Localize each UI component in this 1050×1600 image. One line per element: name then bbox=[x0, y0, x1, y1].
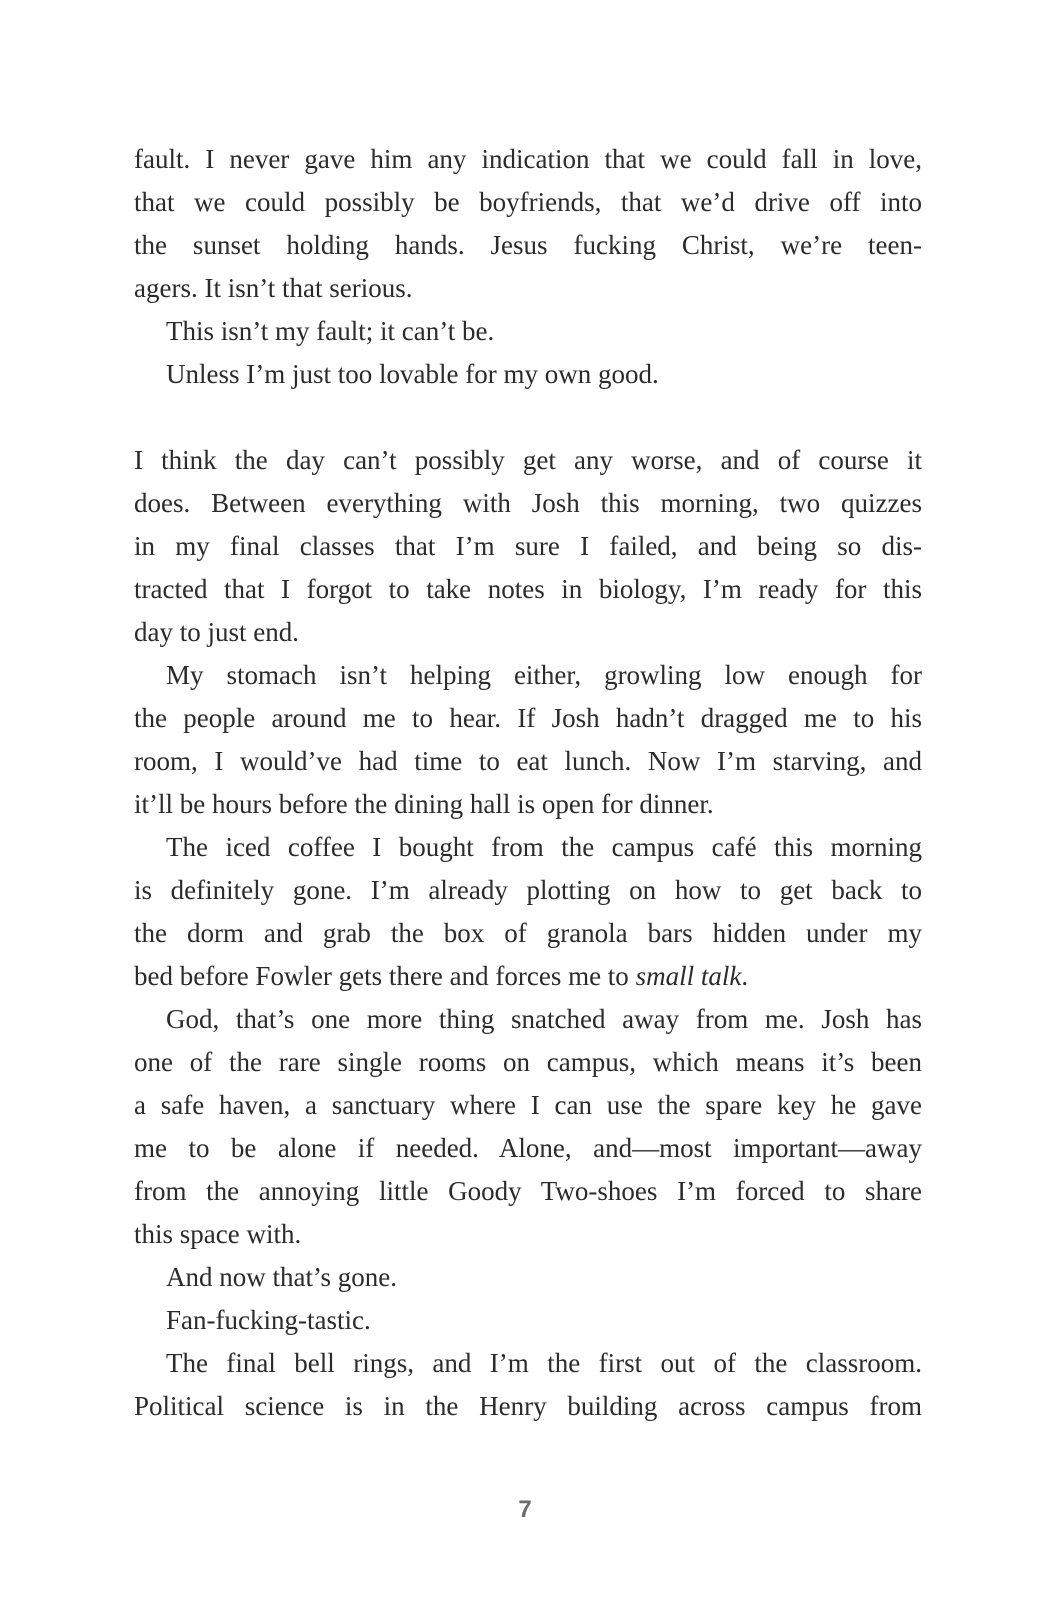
text-line-content: in my final classes that I’m sure I failed, and being so dis- bbox=[134, 531, 922, 561]
italic-emphasis: small talk bbox=[635, 961, 742, 991]
text-line bbox=[134, 955, 922, 998]
text-line bbox=[134, 181, 922, 224]
text-line bbox=[134, 611, 922, 654]
text-line-content: room, I would’ve had time to eat lunch. Now I’m starving, and bbox=[134, 746, 922, 776]
text-line bbox=[134, 353, 922, 396]
text-line bbox=[134, 1127, 922, 1170]
text-line-content: it’ll be hours before the dining hall is open for dinner. bbox=[134, 789, 714, 819]
text-line bbox=[134, 740, 922, 783]
text-line-content: And now that’s gone. bbox=[166, 1262, 397, 1292]
text-line bbox=[134, 310, 922, 353]
text-line-content: The iced coffee I bought from the campus café this morning bbox=[166, 832, 922, 862]
text-line bbox=[134, 1041, 922, 1084]
text-line bbox=[134, 654, 922, 697]
text-line-content: does. Between everything with Josh this morning, two quizzes bbox=[134, 488, 922, 518]
text-line-content: that we could possibly be boyfriends, that we’d drive off into bbox=[134, 187, 922, 217]
text-line bbox=[134, 697, 922, 740]
text-line bbox=[134, 224, 922, 267]
text-line bbox=[134, 525, 922, 568]
text-line-content: Fan-fucking-tastic. bbox=[166, 1305, 371, 1335]
text-line-content: the sunset holding hands. Jesus fucking Christ, we’re teen- bbox=[134, 230, 922, 260]
text-line-content: one of the rare single rooms on campus, which means it’s been bbox=[134, 1047, 922, 1077]
page-number: 7 bbox=[518, 1496, 532, 1523]
text-line-content: I think the day can’t possibly get any worse, and of course it bbox=[134, 445, 922, 475]
text-line bbox=[134, 1342, 922, 1385]
text-line bbox=[134, 1084, 922, 1127]
text-line bbox=[134, 1256, 922, 1299]
text-line bbox=[134, 1213, 922, 1256]
text-line bbox=[134, 869, 922, 912]
text-line bbox=[134, 998, 922, 1041]
text-line-content: is definitely gone. I’m already plotting on how to get back to bbox=[134, 875, 922, 905]
text-line bbox=[134, 826, 922, 869]
text-line bbox=[134, 138, 922, 181]
text-line-content: The final bell rings, and I’m the first out of the classroom. bbox=[166, 1348, 922, 1378]
text-line-content: Political science is in the Henry building across campus from bbox=[134, 1391, 922, 1421]
text-line bbox=[134, 1170, 922, 1213]
text-line-content: the people around me to hear. If Josh hadn’t dragged me to his bbox=[134, 703, 922, 733]
text-line bbox=[134, 568, 922, 611]
text-line-content: tracted that I forgot to take notes in biology, I’m ready for this bbox=[134, 574, 922, 604]
text-line-tail: . bbox=[741, 961, 749, 991]
text-line-content: this space with. bbox=[134, 1219, 302, 1249]
text-line-content: the dorm and grab the box of granola bars hidden under my bbox=[134, 918, 922, 948]
text-line bbox=[134, 1385, 922, 1428]
text-line-content: a safe haven, a sanctuary where I can use the spare key he gave bbox=[134, 1090, 922, 1120]
text-line-content: from the annoying little Goody Two-shoes I’m forced to share bbox=[134, 1176, 922, 1206]
text-line-content: God, that’s one more thing snatched away from me. Josh has bbox=[166, 1004, 922, 1034]
page-body-text bbox=[134, 138, 922, 1428]
text-line-content: agers. It isn’t that serious. bbox=[134, 273, 413, 303]
text-line bbox=[134, 267, 922, 310]
text-line-content: bed before Fowler gets there and forces me to bbox=[134, 961, 636, 991]
text-line-content: My stomach isn’t helping either, growling low enough for bbox=[166, 660, 922, 690]
text-line-content: This isn’t my fault; it can’t be. bbox=[166, 316, 495, 346]
text-line-content: fault. I never gave him any indication that we could fall in love, bbox=[134, 144, 922, 174]
section-break bbox=[134, 396, 922, 439]
text-line bbox=[134, 912, 922, 955]
text-line bbox=[134, 783, 922, 826]
text-line-content: Unless I’m just too lovable for my own good. bbox=[166, 359, 659, 389]
text-line-content: day to just end. bbox=[134, 617, 299, 647]
text-line bbox=[134, 482, 922, 525]
text-line bbox=[134, 439, 922, 482]
text-line bbox=[134, 1299, 922, 1342]
text-line-content: me to be alone if needed. Alone, and—most important—away bbox=[134, 1133, 922, 1163]
